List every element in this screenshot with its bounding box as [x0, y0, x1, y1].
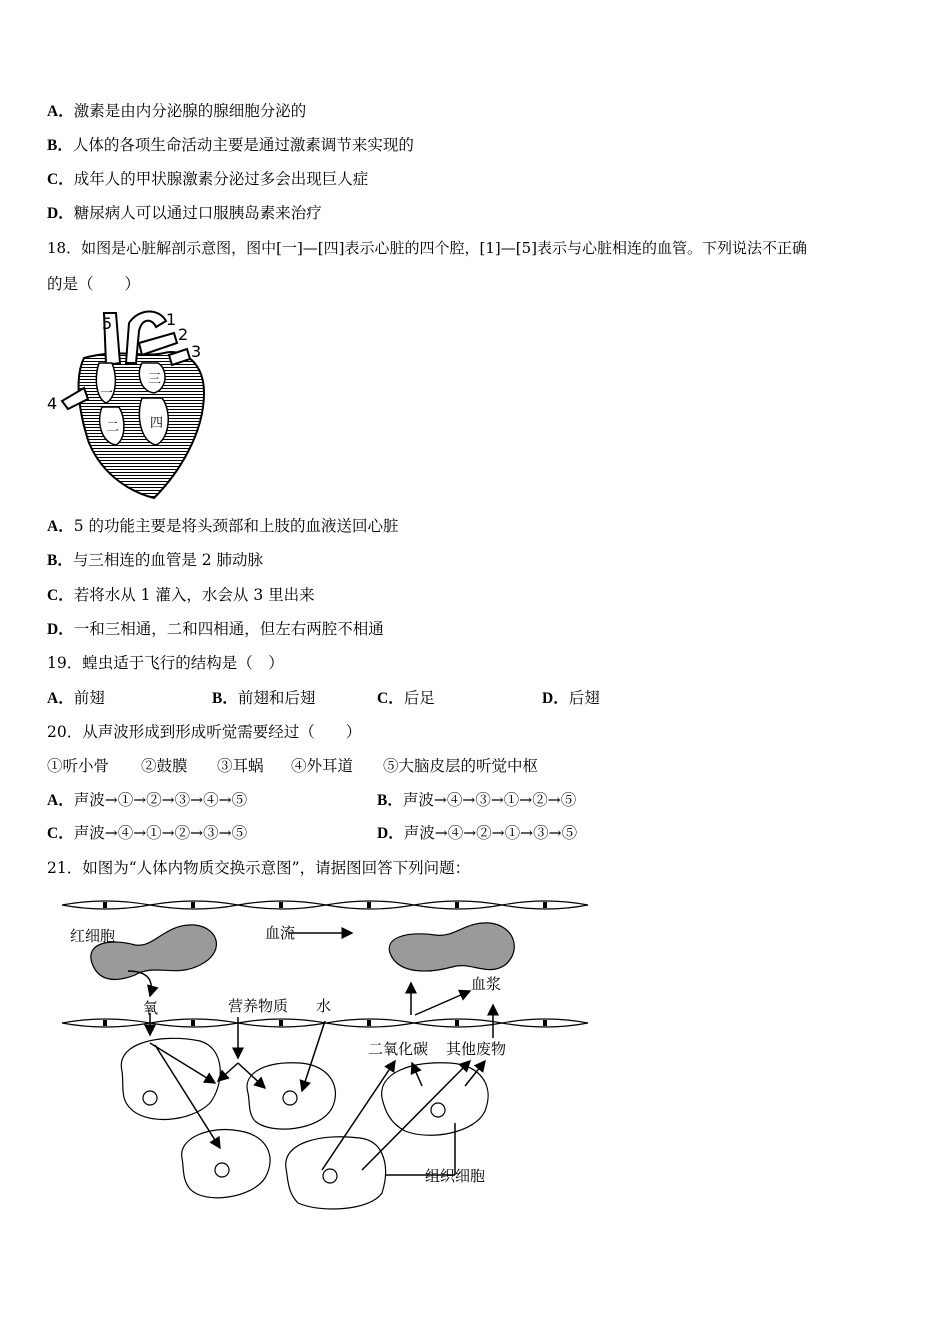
label-rbc: 红细胞	[70, 927, 116, 945]
q20-option-c[interactable]: C．声波→④→①→②→③→⑤	[47, 824, 248, 842]
q17-option-b[interactable]: B．人体的各项生命活动主要是通过激素调节来实现的	[47, 136, 414, 154]
label-5: 5	[102, 314, 113, 333]
label-water: 水	[316, 997, 332, 1015]
q17-option-a[interactable]: A．激素是由内分泌腺的腺细胞分泌的	[47, 102, 307, 120]
q19-option-c[interactable]: C．后足	[377, 689, 435, 707]
label-chamber-2: 二	[106, 420, 120, 435]
red-blood-cell-right	[389, 923, 514, 971]
label-oxygen: 氧	[143, 999, 159, 1017]
q18-option-d[interactable]: D．一和三相通，二和四相通，但左右两腔不相通	[47, 620, 384, 638]
q19-option-d[interactable]: D．后翅	[542, 689, 600, 707]
heart-diagram	[44, 303, 214, 503]
arrow-nutrient-cell1	[218, 1063, 238, 1081]
label-chamber-1: 一	[100, 386, 114, 401]
q20-item-3: ③耳蜗	[217, 757, 264, 775]
material-exchange-diagram	[60, 893, 600, 1223]
label-co2: 二氧化碳	[368, 1040, 429, 1058]
q18-stem-line1: 18．如图是心脏解剖示意图，图中[一]—[四]表示心脏的四个腔，[1]—[5]表示与心脏相连的血管。下列说法不正确	[47, 239, 807, 257]
q18-option-c[interactable]: C．若将水从 1 灌入，水会从 3 里出来	[47, 586, 315, 604]
label-tissue-cell: 组织细胞	[425, 1167, 486, 1185]
q19-option-a[interactable]: A．前翅	[47, 689, 105, 707]
q17-option-d[interactable]: D．糖尿病人可以通过口服胰岛素来治疗	[47, 204, 322, 222]
q20-item-5: ⑤大脑皮层的听觉中枢	[383, 757, 539, 775]
label-4: 4	[47, 394, 58, 413]
label-2: 2	[178, 325, 189, 344]
q18-option-b[interactable]: B．与三相连的血管是 2 肺动脉	[47, 551, 264, 569]
q20-item-2: ②鼓膜	[141, 757, 188, 775]
q20-option-a[interactable]: A．声波→①→②→③→④→⑤	[47, 791, 248, 809]
label-plasma: 血浆	[471, 975, 502, 993]
q21-stem: 21．如图为“人体内物质交换示意图”，请据图回答下列问题：	[47, 859, 471, 877]
arrow-vessel-plasma	[415, 991, 470, 1015]
q20-item-4: ④外耳道	[291, 757, 354, 775]
label-chamber-4: 四	[150, 416, 164, 431]
label-flow: 血流	[265, 924, 296, 942]
q19-option-b[interactable]: B．前翅和后翅	[212, 689, 316, 707]
label-1: 1	[166, 310, 177, 329]
q18-option-a[interactable]: A．5 的功能主要是将头颈部和上肢的血液送回心脏	[47, 517, 399, 535]
q18-stem-line2: 的是（ ）	[47, 275, 141, 293]
label-waste: 其他废物	[446, 1040, 507, 1058]
q20-item-1: ①听小骨	[47, 757, 110, 775]
q20-option-b[interactable]: B．声波→④→③→①→②→⑤	[377, 791, 577, 809]
label-3: 3	[191, 342, 202, 361]
q20-stem: 20．从声波形成到形成听觉需要经过（ ）	[47, 723, 362, 741]
label-nutrients: 营养物质	[228, 997, 289, 1015]
q19-stem: 19．蝗虫适于飞行的结构是（ ）	[47, 654, 284, 672]
label-chamber-3: 三	[148, 372, 162, 387]
q17-option-c[interactable]: C．成年人的甲状腺激素分泌过多会出现巨人症	[47, 170, 369, 188]
tissue-cell-5	[382, 1063, 488, 1135]
capillary-top-wall	[62, 901, 588, 909]
tissue-cell-1	[121, 1038, 220, 1119]
q20-option-d[interactable]: D．声波→④→②→①→③→⑤	[377, 824, 578, 842]
